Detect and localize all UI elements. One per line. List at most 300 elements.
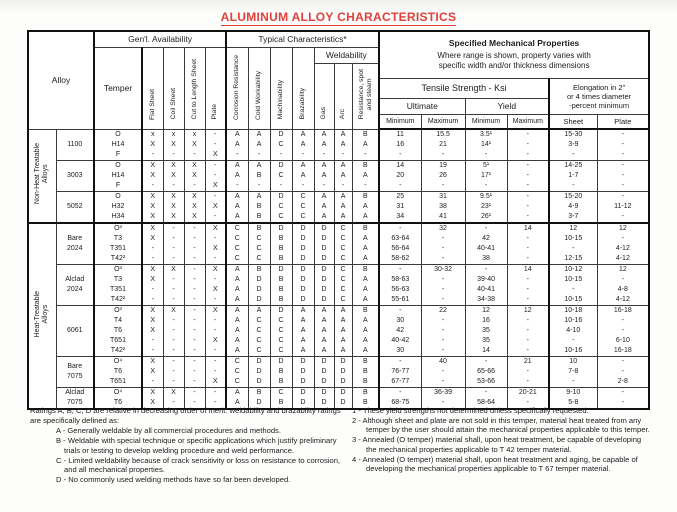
footnote-1: 1 - These yield strengths not determined unless specifically requested.: [352, 406, 589, 415]
typical-characteristics-header: Typical Characteristics*: [226, 31, 379, 47]
value-cell: A: [352, 326, 379, 336]
value-cell: -: [205, 171, 226, 181]
value-cell: 58-62: [379, 254, 421, 265]
value-cell: 12: [465, 306, 507, 317]
value-cell: A: [334, 202, 352, 212]
value-cell: -: [597, 326, 649, 336]
value-cell: -: [379, 357, 421, 368]
ratings-intro-note: Ratings A, B, C, D are relative in decreasing order of merit. weldability and brazability ratings are specifically defined as:: [30, 406, 341, 425]
temper-cell: T3: [94, 275, 142, 285]
value-cell: B: [352, 367, 379, 377]
value-cell: D: [248, 275, 270, 285]
mechanical-properties-header: [379, 31, 649, 78]
value-cell: -: [226, 181, 248, 192]
value-cell: 12: [597, 223, 649, 234]
value-cell: C: [270, 140, 292, 150]
value-cell: A: [248, 192, 270, 203]
value-cell: 14: [507, 223, 549, 234]
plate-availability-header: [205, 47, 226, 129]
value-cell: -: [507, 275, 549, 285]
table-row: [28, 212, 649, 223]
temper-cell: O: [94, 192, 142, 203]
alloy-name: 5052: [56, 192, 94, 224]
value-cell: D: [334, 377, 352, 388]
table-row: [28, 275, 649, 285]
value-cell: D: [270, 265, 292, 276]
value-cell: X: [142, 367, 163, 377]
value-cell: -: [549, 285, 597, 295]
temper-column-header: Temper: [94, 47, 142, 129]
value-cell: C: [334, 223, 352, 234]
value-cell: -: [465, 150, 507, 161]
value-cell: D: [314, 254, 334, 265]
value-cell: -: [597, 129, 649, 140]
value-cell: D: [270, 223, 292, 234]
value-cell: -: [184, 346, 205, 357]
value-cell: -: [379, 181, 421, 192]
temper-cell: T651: [94, 377, 142, 388]
value-cell: A: [352, 140, 379, 150]
value-cell: X: [205, 377, 226, 388]
value-cell: -: [507, 171, 549, 181]
value-cell: 40-42: [379, 336, 421, 346]
value-cell: C: [270, 346, 292, 357]
value-cell: -: [379, 265, 421, 276]
value-cell: 19: [421, 161, 465, 172]
value-cell: X: [163, 212, 184, 223]
temper-cell: O⁴: [94, 388, 142, 399]
value-cell: -: [184, 336, 205, 346]
value-cell: D: [314, 275, 334, 285]
value-cell: X: [184, 161, 205, 172]
value-cell: -: [421, 275, 465, 285]
value-cell: C: [334, 275, 352, 285]
value-cell: B: [270, 254, 292, 265]
value-cell: x: [142, 129, 163, 140]
value-cell: -: [597, 171, 649, 181]
table-row: [28, 367, 649, 377]
value-cell: -: [163, 326, 184, 336]
value-cell: -: [421, 181, 465, 192]
value-cell: A: [226, 140, 248, 150]
value-cell: -: [184, 254, 205, 265]
value-cell: A: [292, 336, 314, 346]
rating-d-note: D - No commonly used welding methods have so far been developed.: [56, 475, 291, 485]
value-cell: A: [226, 161, 248, 172]
value-cell: -: [163, 275, 184, 285]
temper-cell: T42²: [94, 346, 142, 357]
value-cell: D: [292, 398, 314, 409]
value-cell: -: [142, 181, 163, 192]
corrosion-resistance-header: [226, 47, 248, 129]
value-cell: A: [314, 306, 334, 317]
value-cell: A: [248, 161, 270, 172]
value-cell: A: [314, 171, 334, 181]
value-cell: A: [292, 326, 314, 336]
value-cell: C: [248, 244, 270, 254]
table-row: [28, 265, 649, 276]
value-cell: -: [205, 275, 226, 285]
value-cell: D: [314, 285, 334, 295]
value-cell: -: [184, 306, 205, 317]
table-row: [28, 161, 649, 172]
value-cell: -: [205, 140, 226, 150]
value-cell: A: [292, 316, 314, 326]
value-cell: -: [184, 295, 205, 306]
value-cell: A: [314, 140, 334, 150]
alloy-name: 1100: [56, 129, 94, 161]
temper-cell: T42²: [94, 295, 142, 306]
temper-cell: T6: [94, 398, 142, 409]
alloy-name: Alclad 7075: [56, 388, 94, 410]
alloy-name: 3003: [56, 161, 94, 192]
value-cell: -: [507, 367, 549, 377]
value-cell: 4-9: [549, 202, 597, 212]
value-cell: A: [226, 326, 248, 336]
value-cell: 3.5¹: [465, 129, 507, 140]
value-cell: A: [226, 129, 248, 140]
value-cell: -: [507, 192, 549, 203]
table-row: [28, 306, 649, 317]
value-cell: A: [352, 171, 379, 181]
elongation-header: Elongation in 2" or 4 times diameter -percent minimum: [549, 78, 649, 114]
value-cell: -: [421, 244, 465, 254]
value-cell: -: [163, 336, 184, 346]
value-cell: 14: [465, 346, 507, 357]
value-cell: -: [205, 398, 226, 409]
temper-cell: T651: [94, 336, 142, 346]
value-cell: A: [226, 212, 248, 223]
value-cell: -: [597, 316, 649, 326]
value-cell: 6-10: [597, 336, 649, 346]
value-cell: C: [226, 367, 248, 377]
value-cell: -: [549, 150, 597, 161]
value-cell: C: [334, 244, 352, 254]
value-cell: -: [597, 161, 649, 172]
value-cell: X: [205, 306, 226, 317]
value-cell: 67-77: [379, 377, 421, 388]
value-cell: -: [507, 140, 549, 150]
value-cell: X: [205, 223, 226, 234]
value-cell: -: [379, 306, 421, 317]
value-cell: X: [163, 161, 184, 172]
value-cell: A: [226, 295, 248, 306]
value-cell: C: [292, 192, 314, 203]
value-cell: 9-10: [549, 388, 597, 399]
value-cell: -: [421, 316, 465, 326]
value-cell: 15-20: [549, 192, 597, 203]
value-cell: C: [226, 254, 248, 265]
value-cell: A: [314, 161, 334, 172]
value-cell: X: [205, 181, 226, 192]
value-cell: -: [142, 377, 163, 388]
value-cell: -: [421, 234, 465, 244]
value-cell: D: [248, 377, 270, 388]
value-cell: -: [163, 316, 184, 326]
value-cell: 10-16: [549, 316, 597, 326]
value-cell: -: [205, 234, 226, 244]
ultimate-header: Ultimate: [379, 98, 465, 114]
value-cell: C: [248, 336, 270, 346]
temper-cell: F: [94, 150, 142, 161]
alloy-column-header: Alloy: [28, 31, 94, 129]
value-cell: A: [226, 398, 248, 409]
value-cell: D: [292, 244, 314, 254]
table-row: [28, 192, 649, 203]
temper-cell: O³: [94, 265, 142, 276]
rating-a-note: A - Generally weldable by all commercial procedures and methods.: [56, 426, 281, 436]
value-cell: C: [270, 171, 292, 181]
value-cell: D: [314, 234, 334, 244]
value-cell: -: [205, 295, 226, 306]
value-cell: A: [314, 336, 334, 346]
arc-weld-label: Arc: [339, 109, 347, 120]
table-row: [28, 150, 649, 161]
footnote-4: 4 - Annealed (O temper) material shall, upon heat treatment and aging, be capable of developing the mechanical properties applicable to T 67 temper material.: [352, 454, 638, 474]
value-cell: 3-7: [549, 212, 597, 223]
value-cell: -: [597, 150, 649, 161]
value-cell: A: [226, 192, 248, 203]
value-cell: -: [465, 223, 507, 234]
yield-minimum-header: Minimum: [465, 114, 507, 129]
cut-to-length-header: [184, 47, 205, 129]
value-cell: 16-18: [597, 346, 649, 357]
value-cell: C: [334, 254, 352, 265]
value-cell: B: [270, 295, 292, 306]
availability-group-header: Gen'l. Availability: [94, 31, 226, 47]
gas-weld-label: Gas: [320, 107, 328, 120]
value-cell: 25: [379, 192, 421, 203]
value-cell: 23¹: [465, 202, 507, 212]
value-cell: X: [142, 398, 163, 409]
value-cell: D: [292, 265, 314, 276]
table-row: [28, 202, 649, 212]
resistance-weld-label: Resistance, spot and steam: [357, 69, 373, 120]
value-cell: 10-12: [549, 265, 597, 276]
value-cell: -: [549, 377, 597, 388]
value-cell: B: [270, 275, 292, 285]
value-cell: 21: [421, 140, 465, 150]
value-cell: 10-15: [549, 234, 597, 244]
table-row: [28, 377, 649, 388]
value-cell: -: [352, 150, 379, 161]
value-cell: 34-38: [465, 295, 507, 306]
value-cell: A: [226, 275, 248, 285]
value-cell: D: [292, 367, 314, 377]
value-cell: -: [184, 150, 205, 161]
value-cell: 10-15: [549, 275, 597, 285]
value-cell: B: [270, 234, 292, 244]
value-cell: -: [352, 181, 379, 192]
value-cell: -: [163, 181, 184, 192]
value-cell: -: [163, 357, 184, 368]
value-cell: A: [334, 336, 352, 346]
value-cell: 36-39: [421, 388, 465, 399]
value-cell: A: [226, 171, 248, 181]
value-cell: -: [421, 150, 465, 161]
value-cell: C: [292, 212, 314, 223]
value-cell: -: [163, 285, 184, 295]
value-cell: A: [226, 388, 248, 399]
value-cell: A: [334, 192, 352, 203]
value-cell: X: [142, 171, 163, 181]
flat-sheet-header: [142, 47, 163, 129]
value-cell: -: [184, 244, 205, 254]
value-cell: D: [270, 306, 292, 317]
value-cell: X: [142, 161, 163, 172]
value-cell: -: [184, 223, 205, 234]
value-cell: 30-32: [421, 265, 465, 276]
table-row: [28, 171, 649, 181]
value-cell: -: [142, 346, 163, 357]
value-cell: -: [163, 254, 184, 265]
table-row: [28, 388, 649, 399]
temper-cell: H34: [94, 212, 142, 223]
value-cell: -: [334, 150, 352, 161]
table-row: [28, 316, 649, 326]
value-cell: A: [226, 285, 248, 295]
table-row: [28, 223, 649, 234]
value-cell: A: [352, 275, 379, 285]
value-cell: -: [507, 150, 549, 161]
value-cell: D: [270, 161, 292, 172]
value-cell: D: [292, 295, 314, 306]
value-cell: 30: [379, 346, 421, 357]
value-cell: -: [248, 150, 270, 161]
value-cell: C: [248, 316, 270, 326]
page-title-text: ALUMINUM ALLOY CHARACTERISTICS: [220, 10, 457, 24]
value-cell: 26: [421, 171, 465, 181]
value-cell: 5-8: [549, 398, 597, 409]
value-cell: C: [270, 388, 292, 399]
elongation-plate-header: Plate: [597, 114, 649, 129]
value-cell: A: [334, 212, 352, 223]
value-cell: -: [205, 212, 226, 223]
value-cell: X: [205, 244, 226, 254]
value-cell: A: [314, 326, 334, 336]
value-cell: B: [270, 244, 292, 254]
table-row: [28, 295, 649, 306]
value-cell: X: [163, 202, 184, 212]
temper-cell: T351: [94, 285, 142, 295]
value-cell: B: [352, 129, 379, 140]
value-cell: 55-61: [379, 295, 421, 306]
value-cell: x: [184, 129, 205, 140]
value-cell: D: [314, 357, 334, 368]
value-cell: 68-75: [379, 398, 421, 409]
value-cell: 12: [597, 265, 649, 276]
value-cell: X: [163, 306, 184, 317]
value-cell: 12: [549, 223, 597, 234]
value-cell: X: [205, 150, 226, 161]
value-cell: -: [421, 295, 465, 306]
value-cell: A: [352, 336, 379, 346]
value-cell: -: [597, 388, 649, 399]
value-cell: -: [465, 181, 507, 192]
value-cell: 65-66: [465, 367, 507, 377]
value-cell: X: [142, 212, 163, 223]
value-cell: D: [248, 367, 270, 377]
value-cell: -: [205, 367, 226, 377]
alloy-name: Bare 2024: [56, 223, 94, 265]
value-cell: 15-30: [549, 129, 597, 140]
value-cell: -: [184, 316, 205, 326]
temper-cell: H14: [94, 171, 142, 181]
value-cell: 4-12: [597, 254, 649, 265]
value-cell: -: [205, 357, 226, 368]
table-row: [28, 357, 649, 368]
value-cell: X: [163, 265, 184, 276]
value-cell: -: [597, 181, 649, 192]
value-cell: 5¹: [465, 161, 507, 172]
value-cell: -: [184, 388, 205, 399]
value-cell: D: [334, 398, 352, 409]
value-cell: -: [507, 377, 549, 388]
value-cell: A: [226, 346, 248, 357]
value-cell: 12-15: [549, 254, 597, 265]
value-cell: -: [421, 336, 465, 346]
value-cell: -: [292, 150, 314, 161]
value-cell: -: [205, 161, 226, 172]
value-cell: -: [142, 150, 163, 161]
value-cell: -: [597, 140, 649, 150]
value-cell: B: [352, 223, 379, 234]
value-cell: -: [205, 346, 226, 357]
value-cell: A: [352, 295, 379, 306]
value-cell: 14: [379, 161, 421, 172]
value-cell: X: [184, 212, 205, 223]
value-cell: A: [352, 346, 379, 357]
value-cell: D: [270, 357, 292, 368]
footnotes-right: [352, 406, 650, 474]
value-cell: X: [142, 265, 163, 276]
value-cell: -: [142, 285, 163, 295]
value-cell: -: [421, 346, 465, 357]
elongation-sheet-header: Sheet: [549, 114, 597, 129]
value-cell: -: [184, 357, 205, 368]
value-cell: X: [142, 316, 163, 326]
value-cell: A: [334, 171, 352, 181]
value-cell: 10: [549, 357, 597, 368]
value-cell: D: [292, 357, 314, 368]
value-cell: C: [226, 357, 248, 368]
value-cell: B: [270, 398, 292, 409]
value-cell: 10-16: [549, 346, 597, 357]
value-cell: -: [205, 254, 226, 265]
value-cell: D: [270, 129, 292, 140]
value-cell: X: [163, 192, 184, 203]
value-cell: D: [314, 367, 334, 377]
temper-cell: F: [94, 181, 142, 192]
temper-cell: T4: [94, 316, 142, 326]
value-cell: 21: [507, 357, 549, 368]
value-cell: 4-8: [597, 285, 649, 295]
value-cell: 20: [379, 171, 421, 181]
temper-cell: T6: [94, 326, 142, 336]
value-cell: 14-25: [549, 161, 597, 172]
cut-to-length-label: Cut to Length Sheet: [190, 59, 198, 120]
value-cell: D: [334, 388, 352, 399]
value-cell: X: [142, 357, 163, 368]
weldability-header: Weldability: [314, 47, 379, 63]
value-cell: 4-10: [549, 326, 597, 336]
value-cell: -: [507, 336, 549, 346]
value-cell: -: [421, 254, 465, 265]
value-cell: A: [352, 244, 379, 254]
value-cell: 58-63: [379, 275, 421, 285]
value-cell: B: [270, 367, 292, 377]
value-cell: D: [334, 367, 352, 377]
